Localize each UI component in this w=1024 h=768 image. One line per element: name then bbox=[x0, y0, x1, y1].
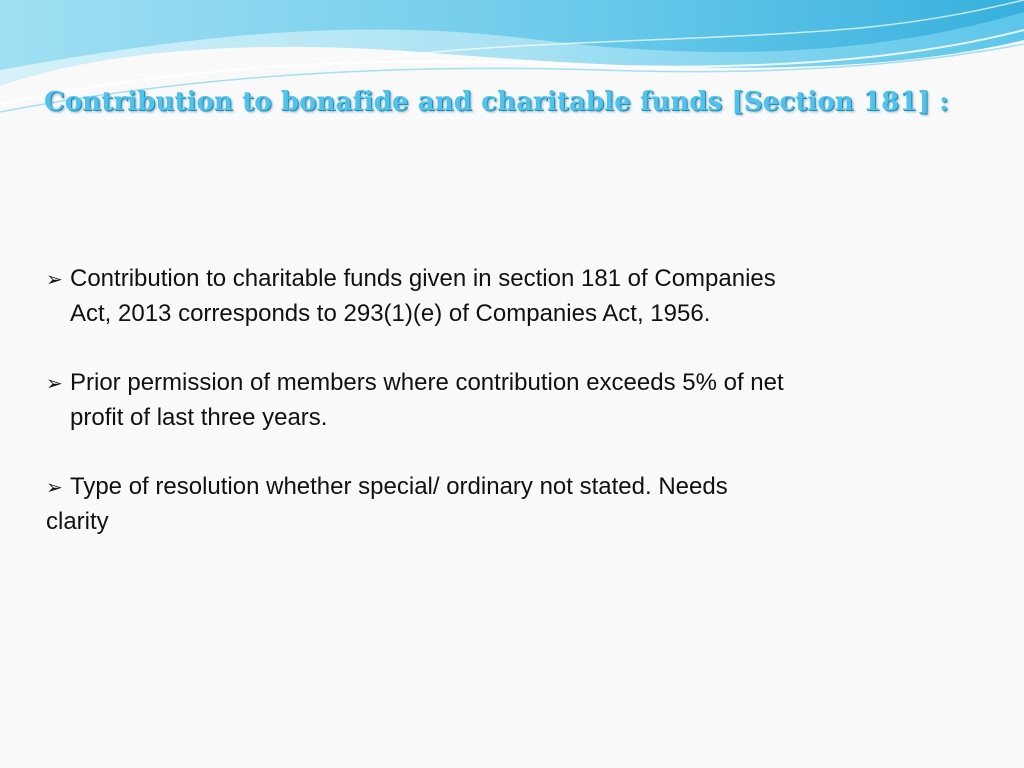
arrow-bullet-icon: ➢ bbox=[46, 269, 63, 291]
bullet-text-line: Prior permission of members where contribution exceeds 5% of net bbox=[70, 369, 784, 396]
bullet-text-line: Act, 2013 corresponds to 293(1)(e) of Companies Act, 1956. bbox=[70, 300, 711, 327]
slide-title: Contribution to bonafide and charitable funds [Section 181] : bbox=[44, 87, 949, 117]
bullet-list bbox=[46, 262, 946, 574]
bullet-text-line: Contribution to charitable funds given in section 181 of Companies bbox=[70, 265, 776, 292]
bullet-text-line: Type of resolution whether special/ ordinary not stated. Needs bbox=[70, 473, 728, 500]
arrow-bullet-icon: ➢ bbox=[46, 373, 63, 395]
bullet-item bbox=[46, 366, 946, 435]
bullet-text-line: profit of last three years. bbox=[70, 404, 328, 431]
bullet-item bbox=[46, 262, 946, 331]
arrow-bullet-icon: ➢ bbox=[46, 477, 63, 499]
bullet-item bbox=[46, 470, 946, 539]
bullet-text-line: clarity bbox=[46, 508, 109, 535]
